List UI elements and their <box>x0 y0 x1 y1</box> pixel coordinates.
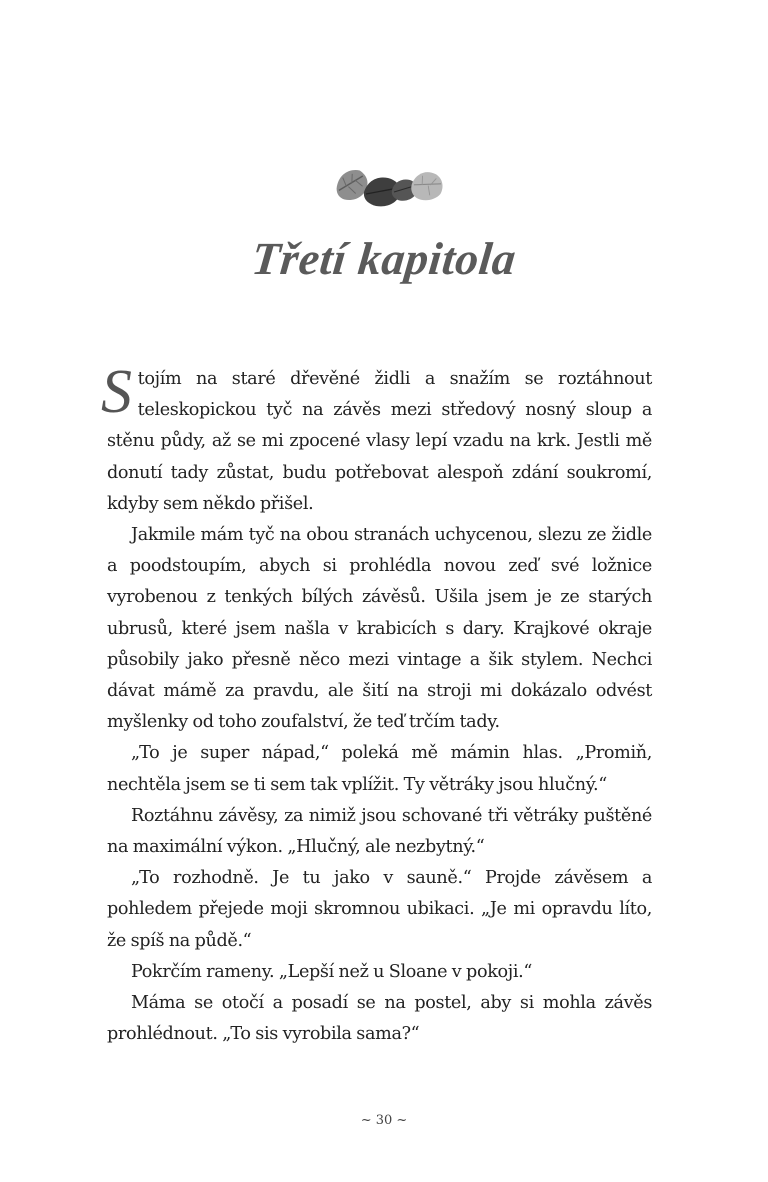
paragraph: Máma se otočí a posadí se na postel, aby si mohla závěs prohlédnout. „To sis vyrobila sama?“ <box>107 993 652 1045</box>
paragraph: Roztáhnu závěsy, za nimiž jsou schované tři větráky puštěné na maximální výkon. „Hlučný, ale nezbytný.“ <box>107 805 652 858</box>
paragraph: „To je super nápad,“ poleká mě mámin hlas. „Promiň, nechtěla jsem se ti sem tak vplížit. Ty větráky jsou hlučný.“ <box>107 743 652 795</box>
page-number: ~ 30 ~ <box>360 1113 408 1128</box>
drop-cap: S <box>101 358 132 426</box>
chapter-title: Třetí kapitola <box>249 233 519 284</box>
paragraph: Pokrčím rameny. „Lepší než u Sloane v pokoji.“ <box>131 961 533 982</box>
first-paragraph-text: tojím na staré dřevěné židli a snažím se roztáhnout teleskopickou tyč na závěs mezi středový nosný sloup a stěnu půdy, až se mi zpocené vlasy lepí vzadu na krk. Jestli mě donutí tady zůstat, budu potřebovat alespoň zdání soukromí, kdyby sem někdo přišel. <box>107 369 652 514</box>
paragraph: „To rozhodně. Je tu jako v sauně.“ Projde závěsem a pohledem přejede moji skromnou ubikaci. „Je mi opravdu líto, že spíš na půdě.“ <box>107 868 652 951</box>
autumn-leaves-icon <box>324 160 448 214</box>
first-paragraph <box>101 358 652 520</box>
paragraph: Jakmile mám tyč na obou stranách uchycenou, slezu ze židle a poodstoupím, abych si prohlédla novou zeď své ložnice vyrobenou z tenkých bílých závěsů. Ušila jsem je ze starých ubrusů, které jsem našla v krabicích s dary. Krajkové okraje působily jako přesně něco mezi vintage a šik stylem. Nechci dávat mámě za pravdu, ale šití na stroji mi dokázalo odvést myšlenky od toho zoufalství, že teď trčím tady. <box>107 525 652 733</box>
chapter-body <box>101 358 652 1050</box>
